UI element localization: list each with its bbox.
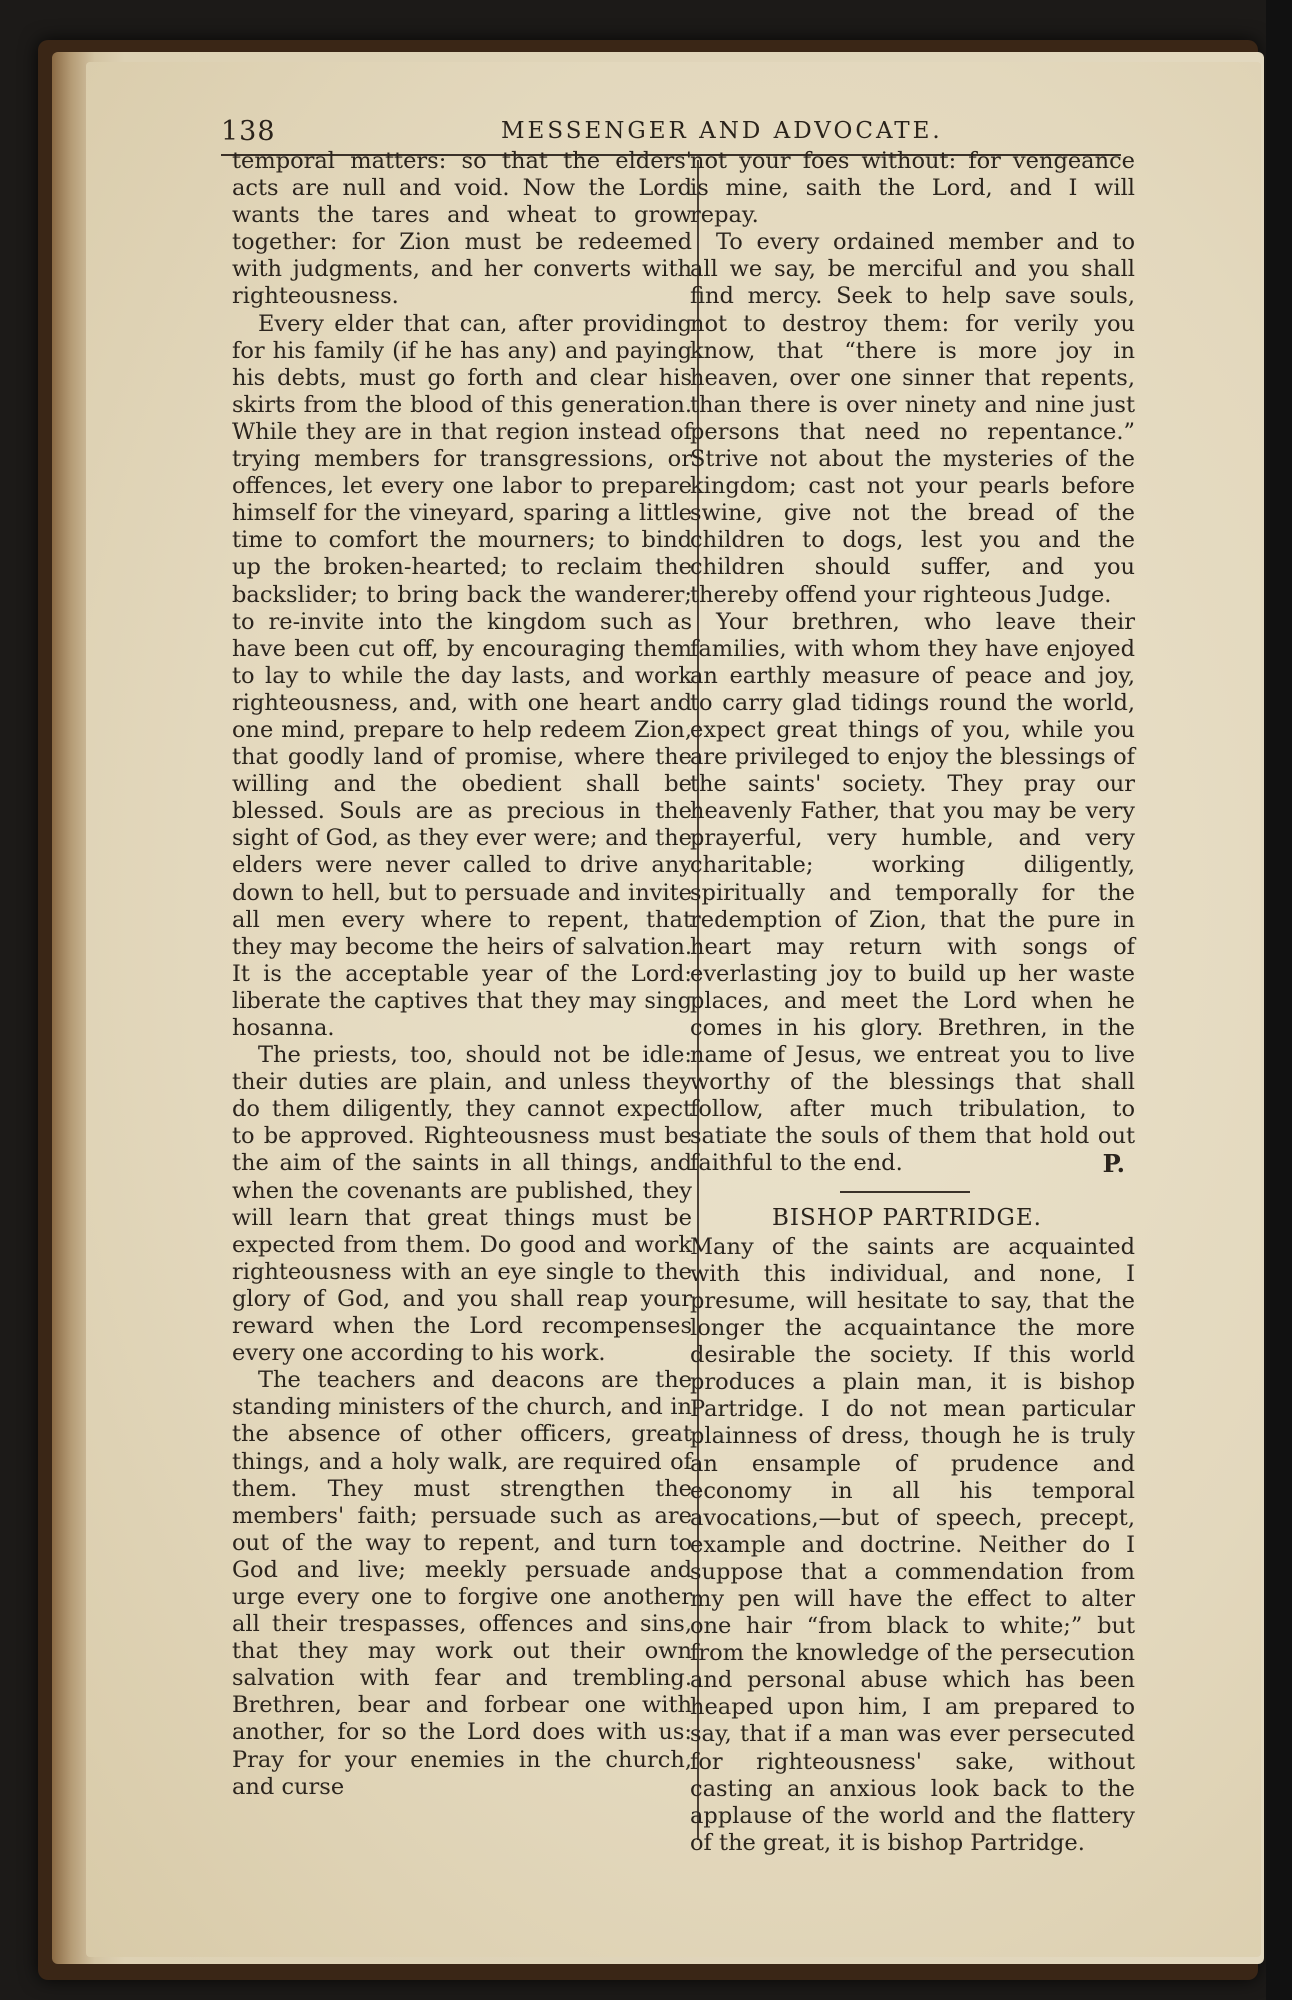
paragraph: not your foes without: for vengeance is mine, saith the Lord, and I will repay. (690, 148, 1135, 229)
section-title: BISHOP PARTRIDGE. (772, 1204, 1042, 1231)
paragraph: Many of the saints are acquainted with this individual, and none, I presume, will hesitate to say, that the longer the acquaintance the more desirable the society. If this world produces a plain man, it is bishop Partridge. I do not mean particular plainness of dress, though he is truly an ensample of prudence and economy in all his temporal avocations,—but of speech, precept, example and doctrine. Neither do I suppose that a commendation from my pen will have the effect to alter one hair “from black to white;” but from the knowledge of the persecution and personal abuse which has been heaped upon him, I am prepared to say, that if a man was ever persecuted for righteousness' sake, without casting an anxious look back to the applause of the world and the flattery of the great, it is bishop Partridge. (690, 1233, 1135, 1856)
page-number: 138 (221, 116, 276, 147)
running-head: MESSENGER AND ADVOCATE. (501, 118, 943, 144)
page-header (221, 116, 1121, 152)
paragraph: The teachers and deacons are the standing ministers of the church, and in the absence of other officers, great things, and a holy walk, are required of them. They must strengthen the members' faith; persuade such as are out of the way to repent, and turn to God and live; meekly persuade and urge every one to forgive one another all their trespasses, offences and sins, that they may work out their own salvation with fear and trembling. Brethren, bear and forbear one with another, for so the Lord does with us: Pray for your enemies in the church, and curse (232, 1367, 692, 1800)
right-column (690, 148, 1135, 1857)
author-signature: P. (1102, 1148, 1125, 1178)
section-rule (840, 1191, 970, 1193)
background-strip (1266, 0, 1292, 2000)
paragraph: temporal matters: so that the elders' acts are null and void. Now the Lord wants the tares and wheat to grow together: for Zion must be redeemed with judgments, and her converts with righteousness. (232, 148, 692, 310)
paragraph: To every ordained member and to all we say, be merciful and you shall find mercy. Seek to help save souls, not to destroy them: for verily you know, that “there is more joy in heaven, over one sinner that repents, than there is over ninety and nine just persons that need no repentance.” Strive not about the mysteries of the kingdom; cast not your pearls before swine, give not the bread of the children to dogs, lest you and the children should suffer, and you thereby offend your righteous Judge. (690, 229, 1135, 608)
left-column (232, 148, 692, 1801)
paragraph: Your brethren, who leave their families, with whom they have enjoyed an earthly measure of peace and joy, to carry glad tidings round the world, expect great things of you, while you are privileged to enjoy the blessings of the saints' society. They pray our heavenly Father, that you may be very prayerful, very humble, and very charitable; working diligently, spiritually and temporally for the redemption of Zion, that the pure in heart may return with songs of everlasting joy to build up her waste places, and meet the Lord when he comes in his glory. Brethren, in the name of Jesus, we entreat you to live worthy of the blessings that shall follow, after much tribulation, to satiate the souls of them that hold out faithful to the end. (690, 608, 1135, 1177)
paragraph: The priests, too, should not be idle: their duties are plain, and unless they do them diligently, they cannot expect to be approved. Righteousness must be the aim of the saints in all things, and when the covenants are published, they will learn that great things must be expected from them. Do good and work righteousness with an eye single to the glory of God, and you shall reap your reward when the Lord recompenses every one according to his work. (232, 1042, 692, 1367)
paragraph: Every elder that can, after providing for his family (if he has any) and paying his debts, must go forth and clear his skirts from the blood of this generation. While they are in that region instead of trying members for transgressions, or offences, let every one labor to prepare himself for the vineyard, sparing a little time to comfort the mourners; to bind up the broken-hearted; to reclaim the backslider; to bring back the wanderer; to re-invite into the kingdom such as have been cut off, by encouraging them to lay to while the day lasts, and work righteousness, and, with one heart and one mind, prepare to help redeem Zion, that goodly land of promise, where the willing and the obedient shall be blessed. Souls are as precious in the sight of God, as they ever were; and the elders were never called to drive any down to hell, but to persuade and invite all men every where to repent, that they may become the heirs of salvation. It is the acceptable year of the Lord: liberate the captives that they may sing hosanna. (232, 310, 692, 1041)
